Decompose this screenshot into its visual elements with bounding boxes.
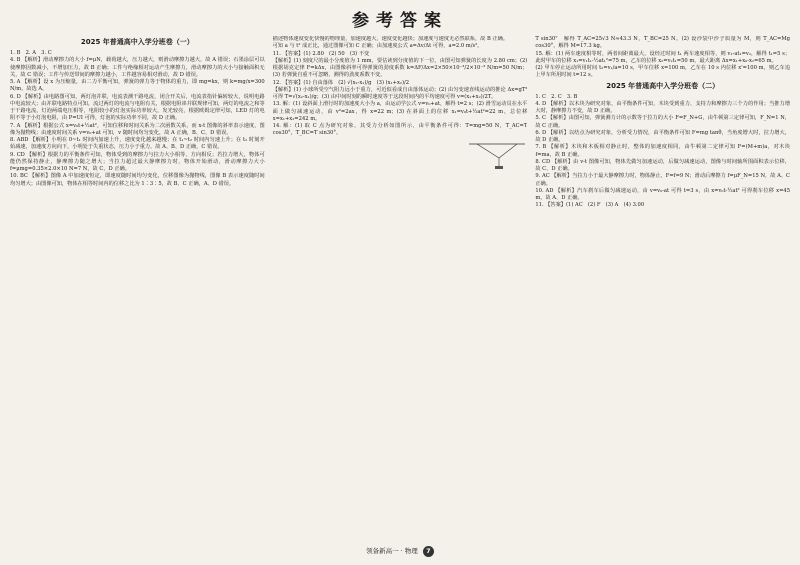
answer-paragraph: 11. 【答案】(1) AC (2) F (3) A (4) 3.00 (535, 202, 645, 209)
answer-paragraph: T sin30° 解得 T_AC=25√3 N≈43.3 N，T_BC=25 N。(2) 设沙袋中沙子质量为 M，则 T_AC=Mg cos30°，解得 M=17.3 kg。 (535, 36, 790, 50)
answer-paragraph: 4. D 【解析】以木块为研究对象，由平衡条件可知，木块受到重力、支持力和摩擦力三个力的作用；当推力增大时，静摩擦力不变，故 D 正确。 (535, 100, 790, 114)
page-title: 参考答案 (352, 11, 448, 31)
answer-paragraph: 4. B 【解析】滑动摩擦力的大小 f=μN，载荷越大，压力越大，则滑动摩擦力越大，故 A 错误；石墨涂层可以使摩擦因数减小，不增加压力，故 B 正确；工件与绝缘相对运动产生摩擦力，滑动摩擦力的大小与接触面积无关，故 C 错误；工件与传送带间的摩擦力越小，工件越容易相对滑动，故 D 错误。 (10, 57, 265, 78)
answer-paragraph: 15. 解：(1) 两车速度相等时，两者间距离最大，设经过时间 t₁ 两车速度相等，则 v₁-at₁=v₂，解得 t₁=5 s；此时甲车的位移 x₁=v₁t₁-½at₁²=75 m，乙车的位移 x₂=v₂t₁=50 m，最大距离 Δx=x₁+x₀-x₂=65 m。 (535, 50, 790, 64)
answer-paragraph: 1. B 2. A 3. C (10, 50, 52, 56)
answer-paragraph: 13. 解：(1) 设斜面上滑行时的加速度大小为 a，由运动学公式 v=v₀+at，解得 t=2 s；(2) 滑雪运动员在水平面上做匀减速运动，由 v²=2ax，得 x=22 m；(3) 在斜面上的位移 x₁=v₀t+½at²=22 m，总位移 x=x₁+x₂=242 m。 (272, 101, 528, 122)
answer-paragraph: 8. ABD 【解析】小明在 0~t₁ 时间内加速上升，速度变化越来越慢；在 t₁~t₂ 时间内匀速上升；在 t₂ 时刻开始减速，加速度方向向下，小明处于失重状态，压力小于重力，故 A、B、D 正确，C 错误。 (10, 137, 265, 151)
answer-paragraph: 【解析】(1) 小球所受空气阻力远小于重力，可近似看成自由落体运动；(2) 由匀变速直线运动的推论 Δx=gT² 可得 T=√(x₂-x₁)/g；(3) 由中间时刻的瞬时速度等于这段时间内的平均速度可得 v=(x₁+x₂)/2T。 (272, 86, 528, 100)
answer-paragraph: 8. CD 【解析】由 v-t 图像可知，物体先做匀加速运动，后做匀减速运动，图像与时间轴所围面积表示位移，故 C、D 正确。 (535, 158, 790, 172)
answer-paragraph: 7. B 【解析】木块和木板相对静止时，整体的加速度相同，由牛顿第二定律可知 F=(M+m)a，对木块 f=ma，故 B 正确。 (535, 144, 790, 158)
column-right (535, 36, 790, 541)
answer-paragraph: 10. BC 【解析】图像 A 中加速度恒定，即速度随时间均匀变化，位移图像为抛物线，图像 B 表示速度随时间均匀增大；由图像可知，物体在相等时间内的位移之比为 1∶3∶5，故 B、C 正确，A、D 错误。 (10, 173, 265, 187)
answer-paragraph: 12. 【答案】(1) 自由落体 (2) √(x₂-x₁)/g (3) (x₁+x₂)/2 (272, 79, 410, 86)
page-header (10, 6, 790, 36)
answer-paragraph: 5. A 【解析】设 x 为压缩量，由二力平衡可知，弹簧的弹力等于物体的重力，即 mg=kx，则 k=mg/x=300 N/m，故选 A。 (10, 79, 265, 93)
answer-paragraph: 9. CD 【解析】根据力的平衡条件可知，物体受到的摩擦力与拉力大小相等、方向相反；若拉力增大，物体可能仍然保持静止，静摩擦力随之增大；当拉力超过最大静摩擦力时，物体开始滑动，滑动摩擦力大小 f=μmg=0.35×2.0×10 N=7 N，故 C、D 正确。 (10, 151, 265, 172)
answer-paragraph: 6. D 【解析】以结点为研究对象，分析受力情况，由平衡条件可知 F=mg tanθ，当角度增大时，拉力增大，故 D 正确。 (535, 129, 790, 143)
answer-paragraph: 10. AD 【解析】汽车刹车后做匀减速运动，由 v=v₀-at 可得 t=3 s，由 x=v₀t-½at² 可得刹车位移 x=45 m，故 A、D 正确。 (535, 187, 790, 201)
column-middle (273, 36, 528, 541)
force-diagram (467, 140, 527, 170)
columns (10, 36, 790, 541)
answer-paragraph: 7. A 【解析】根据公式 x=v₀t+½at²，可知位移和时间关系为二次函数关系，而 x-t 图像的斜率表示速度，图像为抛物线；由速度时间关系 v=v₀+at 可知，v 随时间均匀变化，故 A 正确，B、C、D 错误。 (10, 122, 265, 136)
section-heading: 2025 年普通高中入学分班卷（一） (80, 38, 194, 46)
answer-paragraph: 【解析】(1) 刻度尺的最小分度值为 1 mm，要估读到分度值的下一位，由图可知弹簧的长度为 2.80 cm；(2) 根据胡克定律 F=kΔx，由图像斜率可得弹簧的劲度系数 k=ΔF/Δx=2×50×10⁻³/2×10⁻³ N/m=50 N/m；(3) 若弹簧自重不可忽略，测得的劲度系数不变。 (272, 57, 528, 79)
answer-paragraph: (2) 甲车停止运动所用时间 t₂=v₁/a=10 s，甲车位移 x=100 m，乙车在 10 s 内位移 x'=100 m，则乙车追上甲车所用时间 t=12 s。 (535, 65, 790, 79)
answer-paragraph: 1. C 2. C 3. B (535, 93, 578, 100)
footer-text: 领备新高一 · 物理 (366, 547, 418, 555)
answer-paragraph: 6. D 【解析】由电路图可知，两灯泡并联，电流表测干路电流，闭合开关后，电流表指针偏转较大，说明电路中电流较大；由并联电路特点可知，流过两灯的电流与电阻有关，根据电阻串并联规律可知，两灯的电流之和等于干路电流，灯泡两端电压相等，电阻较小的灯泡实际功率较大，发光较亮，根据欧姆定律可知，LED 灯的电阻不等于小灯泡电阻，由 P=UI 可得，灯泡的实际功率不同，故 D 正确。 (10, 93, 265, 122)
answer-paragraph: 9. AC 【解析】当拉力小于最大静摩擦力时，物体静止，F=f=9 N；滑动后摩擦力 f=μF_N=15 N，故 A、C 正确。 (535, 173, 790, 187)
page-number: 7 (423, 546, 434, 557)
answer-paragraph: 可知 a 与 t² 成正比，通过图像可知 C 正确；由加速度公式 a=Δv/Δt 可得，a=2.0 m/s²。 (272, 43, 483, 50)
answer-paragraph: 11. 【答案】(1) 2.80 (2) 50 (3) 不变 (272, 50, 370, 57)
page-footer (0, 546, 800, 557)
section-heading: 2025 年普通高中入学分班卷（二） (606, 81, 720, 90)
answer-paragraph: 14. 解：(1) 取 C 点为研究对象，其受力分析如图所示，由平衡条件可得：T=mg=50 N，T_AC=T cos30°，T_BC=T sin30°。 (272, 123, 528, 137)
answer-paragraph: 5. C 【解析】由图可知，弹簧测力计的示数等于拉力的大小 F=F_N+G，由牛顿第三定律可知，F_N=1 N，故 C 正确。 (535, 115, 790, 129)
column-left (10, 36, 265, 541)
answer-paragraph: 描述物体速度变化快慢的物理量，加速度越大，速度变化越快；加速度与速度无必然联系，故 B 正确。 (272, 36, 509, 42)
